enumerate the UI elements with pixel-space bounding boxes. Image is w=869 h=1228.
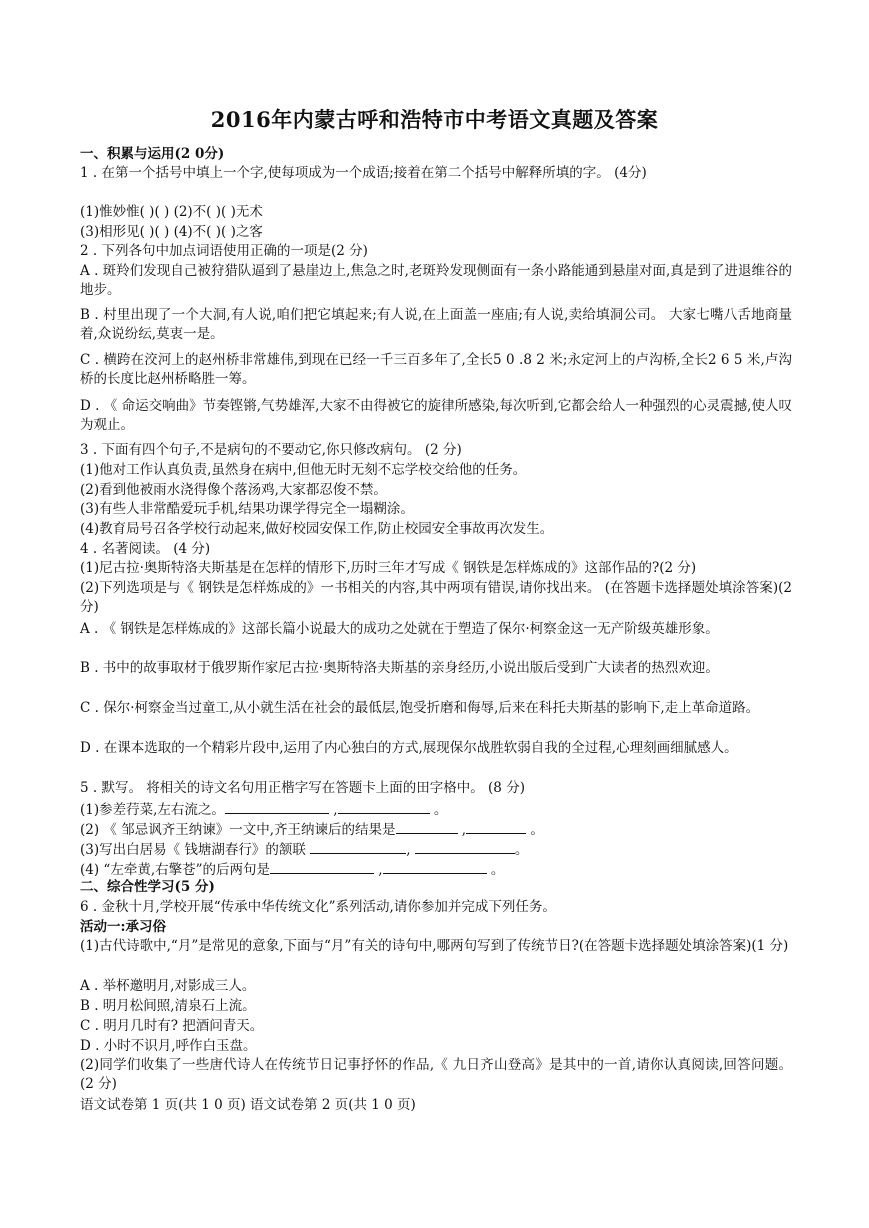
page-footer: 语文试卷第 1 页(共 1 0 页) 语文试卷第 2 页(共 1 0 页) xyxy=(80,1097,416,1113)
q1-row1: (1)惟妙惟( )( ) (2)不( )( )无术 xyxy=(80,204,263,220)
q6-part-1: (1)古代诗歌中,“月”是常见的意象,下面与“月”有关的诗句中,哪两句写到了传统节日?(在答题卡选择题处填涂答案)(1 分) xyxy=(80,938,789,954)
q3-sentence-4: (4)教育局号召各学校行动起来,做好校园安保工作,防止校园安全事故再次发生。 xyxy=(80,521,554,537)
q5-line-1-end: 。 xyxy=(433,802,448,818)
q5-blank-4b[interactable] xyxy=(383,859,487,874)
q6-option-a: A . 举杯邀明月,对影成三人。 xyxy=(80,978,256,994)
q5-blank-3b[interactable] xyxy=(415,839,515,854)
q5-line-4-end: 。 xyxy=(490,862,505,878)
q5-line-1-text: (1)参差荇菜,左右流之。 xyxy=(80,802,225,818)
q4-part-2: (2)下列选项是与《 钢铁是怎样炼成的》一书相关的内容,其中两项有错误,请你找出来。 (在答题卡选择题处填涂答案)(2 分) xyxy=(80,580,792,615)
q4-option-a: A . 《 钢铁是怎样炼成的》这部长篇小说最大的成功之处就在于塑造了保尔·柯察金这一无产阶级英雄形象。 xyxy=(80,621,719,637)
q5-blank-1b[interactable] xyxy=(338,799,430,814)
activity-1-heading: 活动一:承习俗 xyxy=(80,919,166,935)
q4-option-c: C . 保尔·柯察金当过童工,从小就生活在社会的最低层,饱受折磨和侮辱,后来在科托夫斯基的影响下,走上革命道路。 xyxy=(80,700,760,716)
q5-line-3-text: (3)写出白居易《 钱塘湖春行》的颔联 xyxy=(80,842,306,858)
q6-part-2: (2)同学们收集了一些唐代诗人在传统节日记事抒怀的作品,《 九日齐山登高》是其中的一首,请你认真阅读,回答问题。 (2 分) xyxy=(80,1057,792,1092)
q5-line-4-text: (4) “左牵黄,右擎苍”的后两句是 xyxy=(80,862,271,878)
section2-header: 二、综合性学习(5 分) xyxy=(80,879,215,895)
q2-option-c: C . 横跨在洨河上的赵州桥非常雄伟,到现在已经一千三百多年了,全长5 0 .8 2 米;永定河上的卢沟桥,全长2 6 5 米,卢沟桥的长度比赵州桥略胜一筹。 xyxy=(80,352,792,387)
q2-option-b: B . 村里出现了一个大洞,有人说,咱们把它填起来;有人说,在上面盖一座庙;有人说,卖给填洞公司。 大家七嘴八舌地商量着,众说纷纭,莫衷一是。 xyxy=(80,307,792,342)
q6-option-d: D . 小时不识月,呼作白玉盘。 xyxy=(80,1038,257,1054)
page-title: 2016年内蒙古呼和浩特市中考语文真题及答案 xyxy=(210,107,659,132)
q3-stem: 3 . 下面有四个句子,不是病句的不要动它,你只修改病句。 (2 分) xyxy=(80,442,462,458)
section1-header: 一、积累与运用(2 0分) xyxy=(80,146,225,162)
q5-line-3: (3)写出白居易《 钱塘湖春行》的颔联 , 。 xyxy=(80,839,792,860)
q4-part-1: (1)尼古拉·奥斯特洛夫斯基是在怎样的情形下,历时三年才写成《 钢铁是怎样炼成的》这部作品的?(2 分) xyxy=(80,560,697,576)
q5-blank-2a[interactable] xyxy=(396,819,458,834)
q5-blank-3a[interactable] xyxy=(310,839,406,854)
q5-blank-2b[interactable] xyxy=(466,819,526,834)
q4-stem: 4 . 名著阅读。 (4 分) xyxy=(80,541,211,557)
q5-line-2-end: 。 xyxy=(530,822,544,838)
q6-option-c: C . 明月几时有? 把酒问青天。 xyxy=(80,1018,264,1034)
q4-option-d: D . 在课本选取的一个精彩片段中,运用了内心独白的方式,展现保尔战胜软弱自我的全过程,心理刻画细腻感人。 xyxy=(80,740,738,756)
q2-option-a: A . 斑羚们发现自己被狩猎队逼到了悬崖边上,焦急之时,老斑羚发现侧面有一条小路能通到悬崖对面,真是到了进退维谷的地步。 xyxy=(80,263,792,298)
q1-row2: (3)相形见( )( ) (4)不( )( )之客 xyxy=(80,224,263,240)
q3-sentence-1: (1)他对工作认真负责,虽然身在病中,但他无时无刻不忘学校交给他的任务。 xyxy=(80,462,527,478)
q4-option-b: B . 书中的故事取材于俄罗斯作家尼古拉·奥斯特洛夫斯基的亲身经历,小说出版后受到广大读者的热烈欢迎。 xyxy=(80,660,719,676)
q5-line-3-end: 。 xyxy=(514,842,529,858)
q6-stem: 6 . 金秋十月,学校开展“传承中华传统文化”系列活动,请你参加并完成下列任务。 xyxy=(80,899,556,915)
q3-sentence-3: (3)有些人非常酷爱玩手机,结果功课学得完全一塌糊涂。 xyxy=(80,501,414,517)
q5-blank-4a[interactable] xyxy=(270,859,374,874)
q2-option-d: D . 《 命运交响曲》节奏铿锵,气势雄浑,大家不由得被它的旋律所感染,每次听到,它都会给人一种强烈的心灵震撼,使人叹为观止。 xyxy=(80,398,792,433)
q5-line-2: (2) 《 邹忌讽齐王纳谏》一文中,齐王纳谏后的结果是 , 。 xyxy=(80,819,792,840)
q3-sentence-2: (2)看到他被雨水浇得像个落汤鸡,大家都忍俊不禁。 xyxy=(80,482,387,498)
q5-line-4: (4) “左牵黄,右擎苍”的后两句是 , 。 xyxy=(80,859,792,880)
q5-line-1: (1)参差荇菜,左右流之。 , 。 xyxy=(80,799,792,820)
q6-option-b: B . 明月松间照,清泉石上流。 xyxy=(80,998,256,1014)
q5-stem: 5 . 默写。 将相关的诗文名句用正楷字写在答题卡上面的田字格中。 (8 分) xyxy=(80,780,525,796)
q5-line-2-text: (2) 《 邹忌讽齐王纳谏》一文中,齐王纳谏后的结果是 xyxy=(80,822,396,838)
q1-stem: 1 . 在第一个括号中填上一个字,使每项成为一个成语;接着在第二个括号中解释所填的字。 (4分) xyxy=(80,165,647,181)
q5-blank-1a[interactable] xyxy=(225,799,329,814)
q2-stem: 2 . 下列各句中加点词语使用正确的一项是(2 分) xyxy=(80,243,368,259)
